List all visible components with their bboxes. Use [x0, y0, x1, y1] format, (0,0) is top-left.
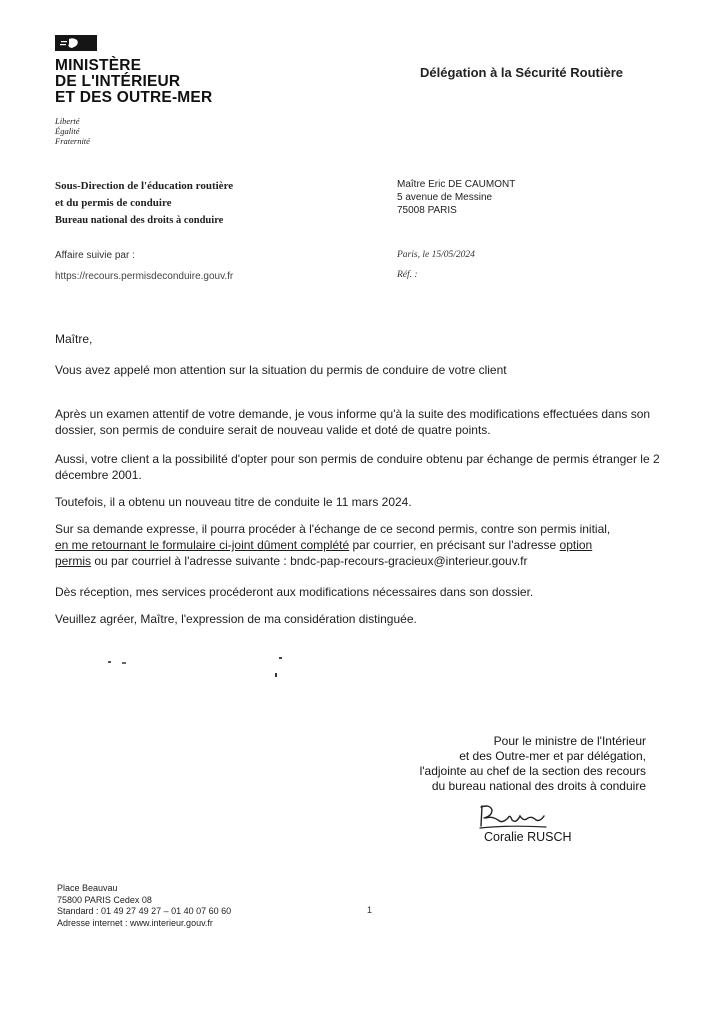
paragraph-5: [55, 521, 675, 569]
signatory-name: Coralie RUSCH: [484, 830, 572, 844]
affaire-label: Affaire suivie par :: [55, 250, 135, 261]
motto-line: Fraternité: [55, 136, 90, 146]
permis-underlined: permis: [55, 554, 92, 568]
paragraph-5-text: par courrier, en précisant sur l'adresse: [349, 538, 560, 552]
option-underlined: option: [559, 538, 593, 552]
place-date: Paris, le 15/05/2024: [397, 250, 475, 260]
form-return-underlined: en me retournant le formulaire ci-joint dûment complété: [55, 538, 350, 552]
paragraph-6: Dès réception, mes services procéderont aux modifications nécessaires dans son dossier.: [55, 585, 534, 599]
website-link[interactable]: https://recours.permisdeconduire.gouv.fr: [55, 271, 234, 282]
department-line: et du permis de conduire: [55, 197, 172, 209]
scan-speck: [108, 661, 111, 663]
paragraph-3: Aussi, votre client a la possibilité d'opter pour son permis de conduire obtenu par échange de permis étranger le 2 décembre 2001.: [55, 452, 660, 482]
sender-department: [55, 178, 233, 229]
ministry-line: DE L'INTÉRIEUR: [55, 73, 181, 90]
ministry-line: ET DES OUTRE-MER: [55, 89, 213, 106]
footer-line: Adresse internet : www.interieur.gouv.fr: [57, 917, 213, 928]
footer-line: Place Beauvau: [57, 883, 118, 893]
signature-line: l'adjointe au chef de la section des recours: [419, 764, 646, 778]
motto-line: Liberté: [55, 116, 80, 126]
recipient-name: Maître Eric DE CAUMONT: [397, 179, 516, 190]
salutation: Maître,: [55, 332, 93, 346]
department-line: Bureau national des droits à conduire: [55, 215, 224, 226]
motto-line: Égalité: [55, 126, 80, 136]
delegation-title: Délégation à la Sécurité Routière: [420, 65, 624, 80]
republic-motto: [55, 116, 90, 146]
footer-line: Standard : 01 49 27 49 27 – 01 40 07 60 60: [57, 906, 232, 916]
paragraph-1: Vous avez appelé mon attention sur la situation du permis de conduire de votre client: [55, 363, 507, 377]
page-number: 1: [367, 905, 373, 915]
ministry-line: MINISTÈRE: [55, 57, 142, 74]
recipient-city: 75008 PARIS: [397, 205, 457, 216]
recipient-address: [397, 178, 515, 217]
reference-label: Réf. :: [397, 270, 418, 280]
signature-line: et des Outre-mer et par délégation,: [459, 749, 646, 763]
paragraph-2: Après un examen attentif de votre demande, je vous informe qu'à la suite des modifications effectuées dans son dossier, son permis de conduire serait de nouveau valide et doté de quatre points.: [55, 407, 651, 437]
recipient-street: 5 avenue de Messine: [397, 192, 493, 203]
paragraph-4: Toutefois, il a obtenu un nouveau titre de conduite le 11 mars 2024.: [55, 495, 412, 509]
signature-line: Pour le ministre de l'Intérieur: [493, 734, 646, 748]
footer-line: 75800 PARIS Cedex 08: [57, 894, 152, 905]
paragraph-5-text: Sur sa demande expresse, il pourra procéder à l'échange de ce second permis, contre son permis initial,: [55, 522, 611, 536]
signature-line: du bureau national des droits à conduire: [431, 779, 646, 793]
scan-speck: [279, 657, 282, 659]
marianne-logo: [55, 35, 97, 51]
department-line: Sous-Direction de l'éducation routière: [55, 180, 234, 192]
ministry-name: [55, 58, 212, 106]
signature-block: [370, 734, 670, 794]
paragraph-5-text: ou par courriel à l'adresse suivante : bndc-pap-recours-gracieux@interieur.gouv.fr: [91, 554, 528, 568]
scan-speck: [122, 662, 126, 664]
scan-speck: [275, 673, 277, 677]
handwritten-signature: [478, 800, 550, 834]
paragraph-7: Veuillez agréer, Maître, l'expression de ma considération distinguée.: [55, 612, 417, 626]
footer-address: [57, 883, 231, 929]
